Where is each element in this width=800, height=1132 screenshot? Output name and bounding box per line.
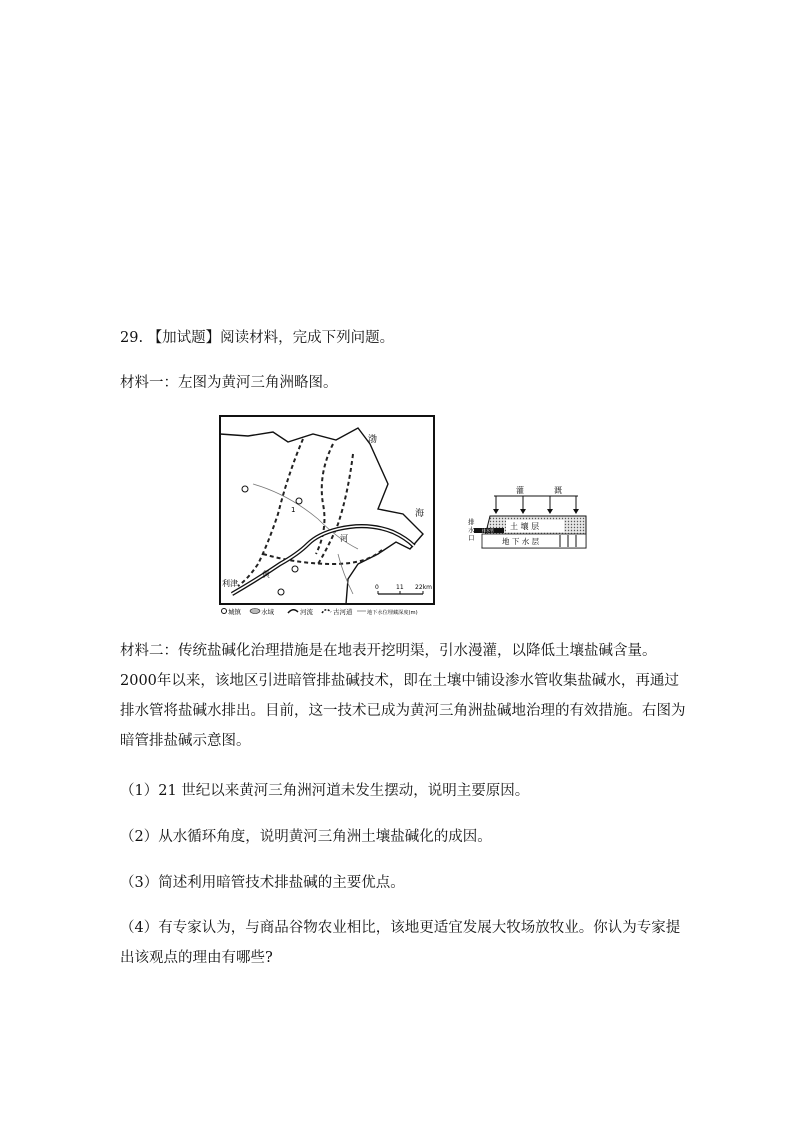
- subquestion-1: （1）21 世纪以来黄河三角洲河道未发生摆动，说明主要原因。: [120, 783, 530, 799]
- legend-old-channel-icon: [322, 610, 331, 613]
- map-label-lijin: 利津: [222, 579, 238, 588]
- map-label-bo: 渤: [368, 435, 378, 445]
- irrigation-label-1: 灌: [516, 486, 524, 495]
- pipe-label: 排水管: [482, 528, 494, 533]
- map-label-river-he: 河: [340, 534, 348, 543]
- legend-water: 水域: [261, 608, 274, 616]
- pipe-drainage-diagram: [468, 478, 592, 564]
- legend-old-channel: 古河道: [333, 608, 353, 616]
- scale-end: 22km: [415, 584, 432, 591]
- outlet-label-3: 口: [468, 534, 475, 542]
- groundwater-layer-label: 地 下 水 层: [502, 537, 540, 546]
- scale-mid: 11: [396, 584, 404, 591]
- outlet-label-2: 水: [468, 526, 475, 534]
- yellow-river-delta-map: [218, 414, 436, 618]
- arrow-head: [493, 509, 499, 514]
- legend-town: 城镇: [228, 608, 241, 616]
- soil-layer-label: 土 壤 层: [510, 522, 540, 531]
- town-marker: [278, 589, 284, 595]
- material1-text: 材料一：左图为黄河三角洲略图。: [120, 375, 338, 391]
- subquestion-3: （3）简述利用暗管技术排盐碱的主要优点。: [120, 875, 405, 891]
- legend-river: 河流: [300, 608, 313, 616]
- question-header: [120, 323, 688, 353]
- map-label-river-huang: 黄: [262, 570, 270, 579]
- scale-zero: 0: [375, 584, 379, 591]
- question-instruction: 阅读材料，完成下列问题。: [220, 330, 395, 346]
- arrow-head: [520, 509, 526, 514]
- town-marker: [292, 566, 298, 572]
- subquestion-2: （2）从水循环角度，说明黄河三角洲土壤盐碱化的成因。: [120, 829, 492, 845]
- legend-town-icon: [222, 609, 227, 614]
- material2-text: 材料二：传统盐碱化治理措施是在地表开挖明渠，引水漫灌，以降低土壤盐碱含量。2000年以来，该地区引进暗管排盐碱技术，即在土壤中铺设渗水管收集盐碱水，再通过排水管将盐碱水排出。目前，这一技术已成为黄河三角洲盐碱地治理的有效措施。右图为暗管排盐碱示意图。: [120, 643, 686, 749]
- coastline: [220, 428, 423, 604]
- town-marker: [242, 486, 248, 492]
- legend-groundwater: 地下水位埋藏深度(m): [367, 610, 418, 616]
- arrow-head: [573, 509, 579, 514]
- arrow-head: [547, 509, 553, 514]
- contour-value: 1: [291, 506, 296, 514]
- question-number: 29.: [120, 330, 144, 346]
- outlet-label-1: 排: [468, 518, 475, 526]
- legend-water-icon: [250, 609, 260, 614]
- legend-river-icon: [288, 610, 298, 613]
- town-marker: [296, 498, 302, 504]
- map-frame: [220, 416, 434, 604]
- irrigation-label-2: 溉: [554, 486, 562, 495]
- question-tag: 【加试题】: [147, 330, 221, 346]
- subquestion-4: （4）有专家认为，与商品谷物农业相比，该地更适宜发展大牧场放牧业。你认为专家提出该观点的理由有哪些?: [120, 920, 681, 966]
- map-label-hai: 海: [415, 509, 425, 519]
